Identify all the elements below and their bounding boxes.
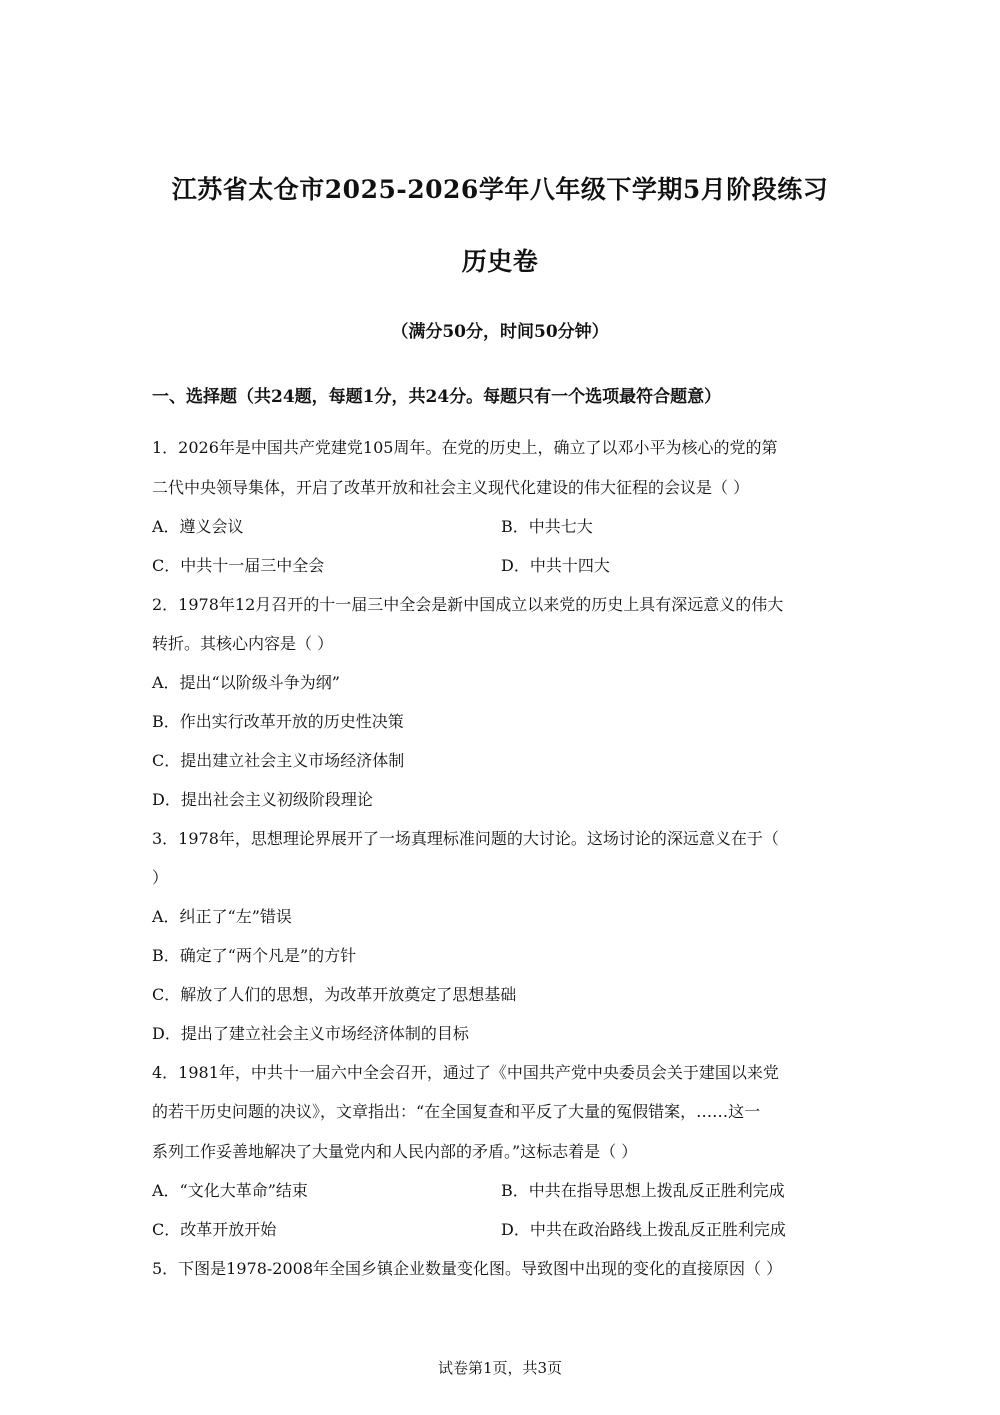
question-2-text-line-2: 转折。其核心内容是（ ） [152,634,334,653]
question-3-option-c: C．解放了人们的思想，为改革开放奠定了思想基础 [152,985,517,1004]
question-3-text-line-2: ） [152,868,169,887]
question-3-option-d: D．提出了建立社会主义市场经济体制的目标 [152,1024,469,1043]
question-3-option-b: B．确定了“两个凡是”的方针 [152,946,357,965]
question-2-option-d: D．提出社会主义初级阶段理论 [152,790,373,809]
section-heading: 一、选择题（共24题，每题1分，共24分。每题只有一个选项最符合题意） [152,387,722,407]
question-1-text-line-1: 1．2026年是中国共产党建党105周年。在党的历史上，确立了以邓小平为核心的党的第 [152,438,778,457]
exam-score-time: （满分50分，时间50分钟） [391,322,609,342]
question-1-text-line-2: 二代中央领导集体，开启了改革开放和社会主义现代化建设的伟大征程的会议是（ ） [152,478,750,497]
question-2-option-c: C．提出建立社会主义市场经济体制 [152,751,405,770]
question-2-option-a: A．提出“以阶级斗争为纲” [152,673,340,692]
question-4-text-line-2: 的若干历史问题的决议》，文章指出：“在全国复查和平反了大量的冤假错案，……这一 [152,1102,761,1121]
question-4-option-d: D．中共在政治路线上拨乱反正胜利完成 [501,1220,786,1239]
question-3-option-a: A．纠正了“左”错误 [152,907,292,926]
question-1-option-c: C．中共十一届三中全会 [152,556,325,575]
question-4-option-a: A．“文化大革命”结束 [152,1181,308,1200]
question-5-text-line-1: 5．下图是1978-2008年全国乡镇企业数量变化图。导致图中出现的变化的直接原因（ ） [152,1259,783,1278]
question-4-text-line-3: 系列工作妥善地解决了大量党内和人民内部的矛盾。”这标志着是（ ） [152,1142,638,1161]
exam-subject-title: 历史卷 [461,247,539,276]
question-4-text-line-1: 4．1981年，中共十一届六中全会召开，通过了《中国共产党中央委员会关于建国以来党 [152,1063,779,1082]
question-2-option-b: B．作出实行改革开放的历史性决策 [152,712,404,731]
question-1-option-b: B．中共七大 [501,517,593,536]
question-2-text-line-1: 2．1978年12月召开的十一届三中全会是新中国成立以来党的历史上具有深远意义的伟大 [152,595,784,614]
page-footer: 试卷第1页，共3页 [437,1359,563,1377]
question-3-text-line-1: 3．1978年，思想理论界展开了一场真理标准问题的大讨论。这场讨论的深远意义在于（ [152,829,779,848]
question-4-option-b: B．中共在指导思想上拨乱反正胜利完成 [501,1181,785,1200]
question-4-option-c: C．改革开放开始 [152,1220,277,1239]
question-1-option-d: D．中共十四大 [501,556,610,575]
question-1-option-a: A．遵义会议 [152,517,244,536]
exam-title: 江苏省太仓市2025-2026学年八年级下学期5月阶段练习 [171,175,829,204]
